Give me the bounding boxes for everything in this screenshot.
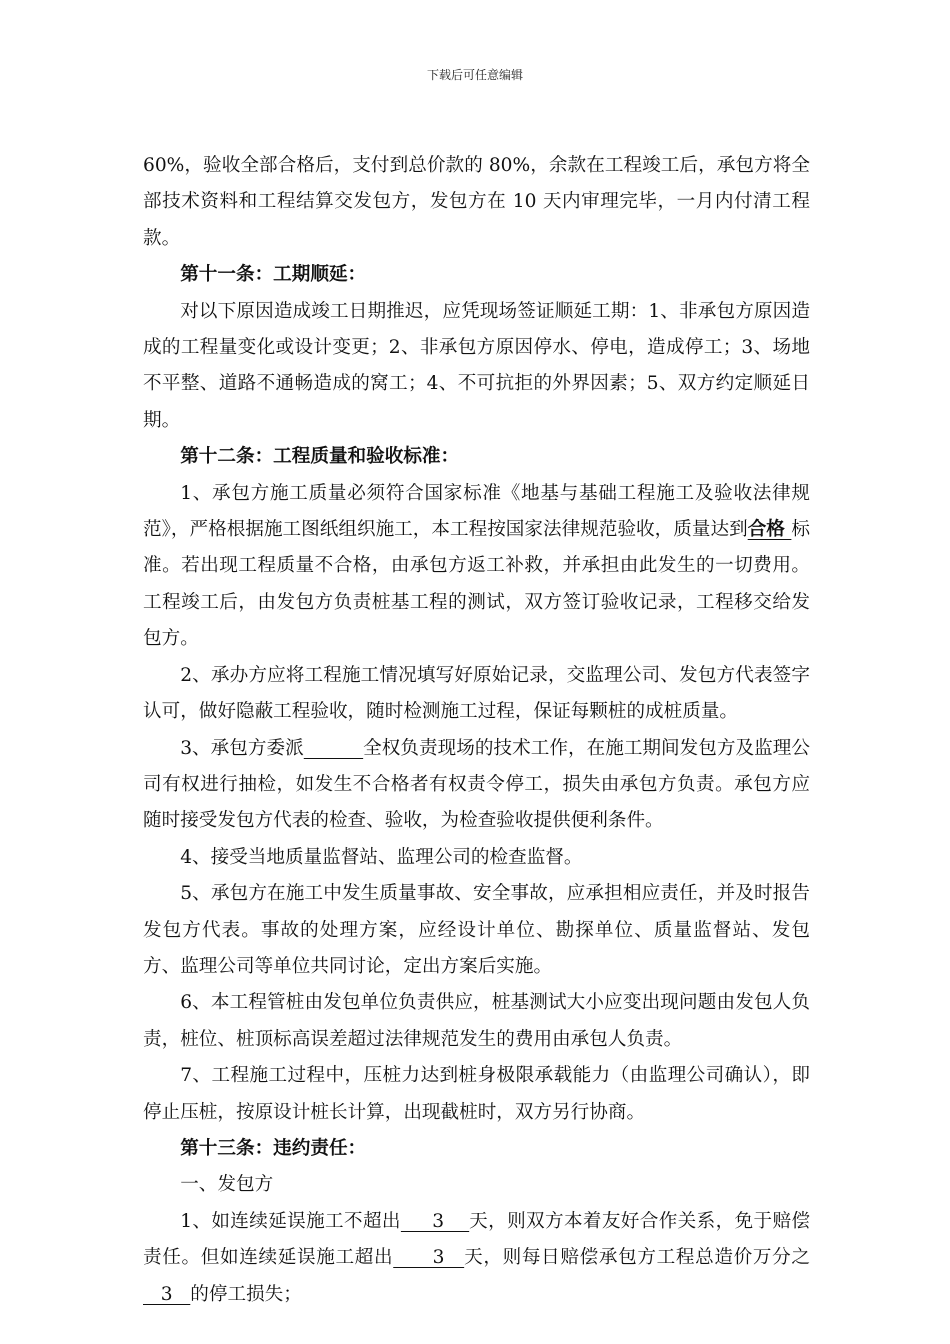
article-12-item-4: 4、接受当地质量监督站、监理公司的检查监督。 [180,846,583,868]
article-11-title: 第十一条：工期顺延： [180,264,367,286]
item-text-c: 天，则每日赔偿承包方工程总造价万分之 [464,1247,810,1269]
item-3-text-b: 全权负责现场的技术工作，在施工期间发包方及监理公司有权进行抽检，如发生不合格者有权责令停工，损失由承包方负责。承包方应随时接受发包方代表的检查、验收，为检查验收提供便利条件。 [143,737,810,832]
paragraph-payment: 60%，验收全部合格后，支付到总价款的 80%，余款在工程竣工后，承包方将全部技术资料和工程结算交发包方，发包方在 10 天内审理完毕，一月内付清工程款。 [143,155,810,249]
days-blank-2: 3 [393,1247,465,1269]
days-blank-1: 3 [400,1210,470,1232]
article-13-title: 第十三条：违约责任： [180,1137,367,1159]
item-text-b: 天，则双方本着友好合作关系，免于赔偿责任。但如连续延误施工超出 [143,1210,810,1269]
article-11-text: 对以下原因造成竣工日期推迟，应凭现场签证顺延工期：1、非承包方原因造成的工程量变化或设计变更；2、非承包方原因停水、停电，造成停工；3、场地不平整、道路不通畅造成的窝工；4、不可抗拒的外界因素；5、双方约定顺延日期。 [143,300,810,431]
article-12-item-2: 2、承办方应将工程施工情况填写好原始记录，交监理公司、发包方代表签字认可，做好隐蔽工程验收，随时检测施工过程，保证每颗桩的成桩质量。 [143,664,810,723]
item-text-d: 的停工损失； [190,1283,302,1305]
item-text-a: 1、如连续延误施工不超出 [180,1210,401,1232]
document-body [143,148,810,1313]
page-header: 下载后可任意编辑 [426,68,523,82]
item-1-text-b: 标准。若出现工程质量不合格，由承包方返工补救，并承担由此发生的一切费用。工程竣工后，由发包方负责桩基工程的测试，双方签订验收记录，工程移交给发包方。 [143,519,810,650]
article-13-subsection: 一、发包方 [180,1174,274,1196]
item-1-text-a: 1、承包方施工质量必须符合国家标准《地基与基础工程施工及验收法律规范》，严格根据施工图纸组织施工，本工程按国家法律规范验收，质量达到 [143,482,810,541]
article-13-item-1 [143,1204,810,1313]
item-3-text-a: 3、承包方委派 [180,737,304,759]
article-12-item-6: 6、本工程管桩由发包单位负责供应，桩基测试大小应变出现问题由发包人负责，桩位、桩顶标高误差超过法律规范发生的费用由承包人负责。 [143,992,810,1050]
representative-blank [304,738,363,759]
article-12-title: 第十二条：工程质量和验收标准： [180,446,460,468]
article-12-item-1 [143,476,810,658]
article-12-item-7: 7、工程施工过程中，压桩力达到桩身极限承载能力（由监理公司确认），即停止压桩，按原设计桩长计算，出现截桩时，双方另行协商。 [143,1065,810,1123]
quality-grade-underline: 合格 [747,519,792,541]
article-12-item-3 [143,731,810,840]
ratio-blank: 3 [143,1283,191,1305]
article-12-item-5: 5、承包方在施工中发生质量事故、安全事故，应承担相应责任，并及时报告发包方代表。事故的处理方案，应经设计单位、勘探单位、质量监督站、发包方、监理公司等单位共同讨论，定出方案后实施。 [143,883,810,977]
